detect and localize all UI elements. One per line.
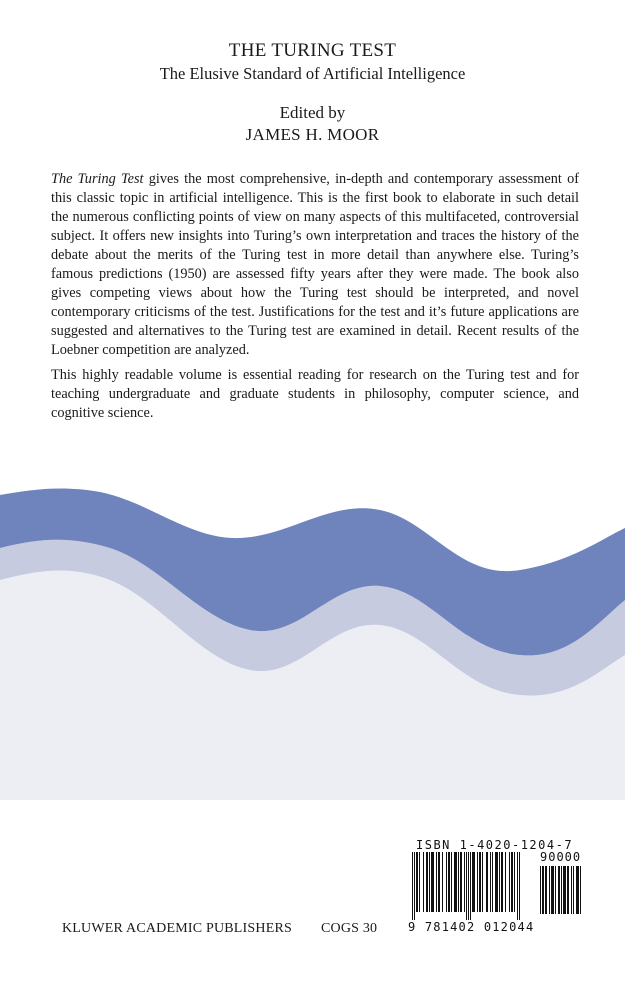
barcode-bar <box>454 852 457 912</box>
barcode-bar <box>460 852 462 912</box>
barcode-bar <box>479 852 481 912</box>
barcode-bar <box>431 852 434 912</box>
barcode-bar <box>482 852 483 912</box>
barcode-bar <box>419 852 420 912</box>
description-paragraph-1 <box>51 170 579 360</box>
barcode-bar <box>567 866 569 914</box>
barcode-bar <box>448 852 450 912</box>
barcode-bar <box>429 852 430 912</box>
barcode-bar <box>555 866 556 914</box>
barcode-bar <box>499 852 500 912</box>
barcode-bar <box>472 852 475 912</box>
barcode-bar <box>571 866 572 914</box>
barcode-bar <box>551 866 554 914</box>
barcode-bar <box>412 852 413 920</box>
barcode-bar <box>519 852 520 920</box>
barcode-bar <box>486 852 488 912</box>
barcode-bar <box>464 852 465 912</box>
barcode-bar <box>514 852 515 912</box>
barcode-bar <box>545 866 547 914</box>
barcode-bar <box>511 852 513 912</box>
wave-decoration <box>0 470 625 800</box>
barcode-bar <box>563 866 566 914</box>
barcode-bar <box>426 852 428 912</box>
barcode-bar <box>442 852 443 912</box>
barcode-bar <box>517 852 518 920</box>
barcode-bar <box>490 852 491 912</box>
description-body-1: gives the most comprehensive, in-depth and contemporary assessment of this classic topic in artificial intelligence. This is the first book to elaborate in such detail the numerous conflicting points of view on many aspects of this multifaceted, controversial subject. It offers new insights into Turing’s own interpretation and traces the history of the debate about the merits of the Turing test in more detail than anywhere else. Turing’s famous predictions (1950) are assessed fifty years after they were made. The book also gives competing views about how the Turing test should be interpreted, and novel contemporary criticisms of the test. Justifications for the test and it’s future applications are suggested and alternatives to the Turing test are examined in detail. Recent results of the Loebner competition are analyzed. <box>51 171 579 358</box>
barcode-bar <box>446 852 447 912</box>
barcode-bar <box>509 852 510 912</box>
barcode-bar <box>505 852 506 912</box>
barcode-bar <box>549 866 550 914</box>
book-title: THE TURING TEST <box>228 40 397 61</box>
barcode-bar <box>470 852 471 920</box>
barcode-bar <box>468 852 469 920</box>
barcode-bar <box>414 852 415 920</box>
barcode-bar <box>451 852 452 912</box>
barcode-bar <box>576 866 579 914</box>
series-label: COGS 30 <box>321 921 378 936</box>
publisher-name: KLUWER ACADEMIC PUBLISHERS <box>62 921 292 936</box>
ean-digits: 9 781402 012044 <box>408 920 535 934</box>
barcode-bar <box>495 852 498 912</box>
barcode-bar <box>438 852 440 912</box>
barcode-bar <box>540 866 541 914</box>
isbn-barcode <box>400 838 605 938</box>
barcode-bar <box>492 852 493 912</box>
isbn-number: ISBN 1-4020-1204-7 <box>416 838 574 852</box>
price-code: 90000 <box>540 850 582 864</box>
barcode-bar <box>436 852 437 912</box>
barcode-bar <box>458 852 459 912</box>
barcode-bar <box>423 852 424 912</box>
barcode-bar <box>558 866 560 914</box>
barcode-bar <box>477 852 478 912</box>
barcode-bar <box>416 852 418 912</box>
edited-by-label: Edited by <box>279 103 346 122</box>
addon-barcode-bars <box>540 866 598 922</box>
barcode-bar <box>580 866 581 914</box>
barcode-bar <box>501 852 503 912</box>
ean-barcode-bars <box>412 852 530 920</box>
book-subtitle: The Elusive Standard of Artificial Intelligence <box>159 64 466 83</box>
barcode-bar <box>573 866 574 914</box>
barcode-bar <box>542 866 544 914</box>
barcode-bar <box>466 852 467 920</box>
description-paragraph-2: This highly readable volume is essential reading for research on the Turing test and for teaching undergraduate and graduate students in philosophy, computer science, and cognitive science. <box>51 367 579 421</box>
barcode-bar <box>561 866 562 914</box>
editor-name: JAMES H. MOOR <box>245 125 380 144</box>
description-book-title: The Turing Test <box>51 171 144 187</box>
